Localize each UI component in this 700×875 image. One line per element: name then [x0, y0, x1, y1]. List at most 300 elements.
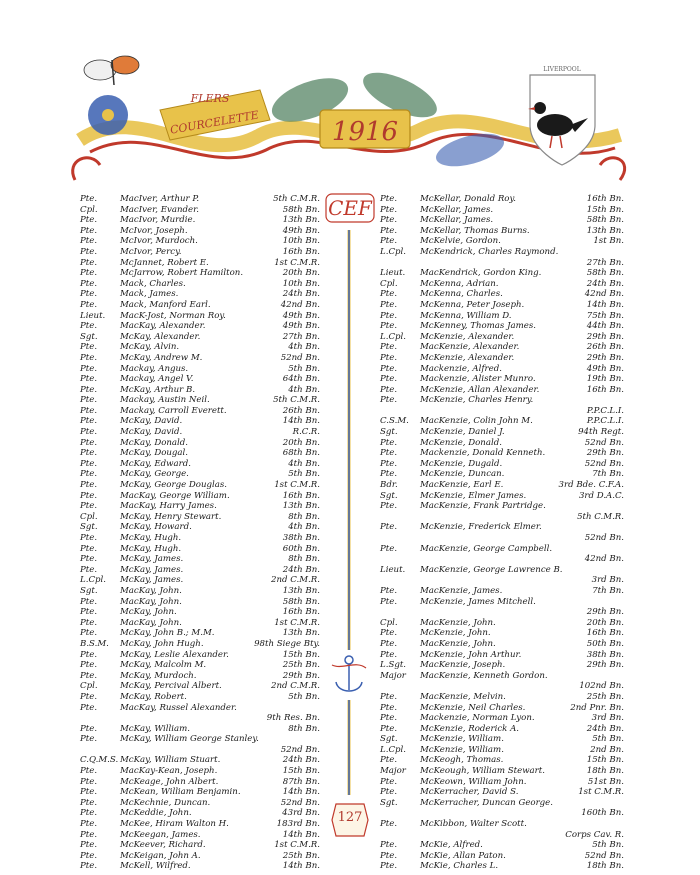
- roll-entry: [380, 819, 624, 830]
- roll-entry: [380, 321, 624, 332]
- entry-name: Mackay, Angel V.: [120, 374, 194, 385]
- roll-entry: [380, 692, 624, 703]
- roll-entry: [380, 755, 624, 766]
- entry-name: Mackenzie, Donald Kenneth.: [420, 448, 546, 459]
- entry-rank: L.Cpl.: [380, 331, 406, 342]
- entry-rank: Pte.: [80, 819, 98, 830]
- roll-entry: [80, 385, 320, 396]
- anchor-icon: [332, 656, 366, 691]
- entry-rank: C.Q.M.S.: [80, 755, 119, 766]
- entry-unit: 29th Bn.: [586, 448, 624, 459]
- entry-rank: Cpl.: [80, 511, 98, 522]
- entry-rank: Cpl.: [380, 617, 398, 628]
- entry-rank: C.S.M.: [380, 416, 409, 427]
- entry-unit: 102nd Bn.: [579, 681, 624, 692]
- roll-entry: [380, 438, 624, 449]
- entry-rank: Pte.: [80, 437, 98, 448]
- entry-name: McKellar, James.: [420, 215, 494, 226]
- entry-unit: 49th Bn.: [282, 310, 320, 321]
- roll-entry: [80, 215, 320, 226]
- entry-rank: Pte.: [80, 342, 98, 353]
- entry-rank: Pte.: [80, 278, 98, 289]
- roll-entry: [380, 798, 624, 809]
- entry-unit: 16th Bn.: [586, 384, 624, 395]
- entry-unit: 3rd D.A.C.: [578, 490, 624, 501]
- entry-rank: Pte.: [380, 437, 398, 448]
- entry-rank: Pte.: [80, 215, 98, 226]
- roll-entry: [380, 406, 624, 417]
- entry-rank: Pte.: [380, 543, 398, 554]
- entry-unit: 14th Bn.: [282, 861, 320, 872]
- cef-text: CEF: [328, 196, 372, 220]
- entry-name: McKenzie, Allan Alexander.: [420, 384, 540, 395]
- entry-unit: 16th Bn.: [586, 194, 624, 204]
- roll-entry: [380, 830, 624, 841]
- entry-unit: 25th Bn.: [586, 691, 624, 702]
- entry-name: McKay, Percival Albert.: [120, 681, 222, 692]
- entry-rank: Sgt.: [380, 734, 398, 745]
- entry-name: MacK-Jost, Norman Roy.: [120, 310, 226, 321]
- entry-name: McKenzie, Charles Henry.: [420, 395, 534, 406]
- entry-name: MacKenzie, James.: [420, 585, 503, 596]
- roll-entry: [80, 703, 320, 714]
- entry-name: MacKay, John.: [120, 585, 182, 596]
- entry-unit: 87th Bn.: [282, 776, 320, 787]
- entry-unit: 4th Bn.: [288, 522, 320, 533]
- entry-unit: 29th Bn.: [586, 607, 624, 618]
- roll-entry: [380, 258, 624, 269]
- roll-entry: [80, 544, 320, 555]
- roll-entry: [380, 787, 624, 798]
- entry-name: McKay, Hugh.: [120, 533, 182, 543]
- entry-rank: Pte.: [380, 310, 398, 321]
- entry-unit: P.P.C.L.I.: [586, 405, 624, 416]
- entry-name: MacKenzie, Earl E.: [420, 480, 504, 491]
- entry-name: Mackay, Austin Neil.: [120, 395, 210, 406]
- entry-rank: Pte.: [80, 702, 98, 713]
- entry-rank: Major: [380, 670, 406, 681]
- entry-rank: Pte.: [380, 840, 398, 851]
- entry-rank: Pte.: [380, 321, 398, 332]
- entry-name: MacKendrick, Gordon King.: [420, 268, 542, 279]
- entry-name: McKay, Howard.: [120, 522, 192, 533]
- entry-rank: Pte.: [80, 564, 98, 575]
- entry-unit: Corps Cav. R.: [565, 829, 624, 840]
- roll-entry: [80, 353, 320, 364]
- entry-name: McKie, Allan Paton.: [420, 850, 506, 861]
- entry-rank: Pte.: [80, 861, 98, 872]
- shield-label: LIVERPOOL: [543, 66, 581, 73]
- roll-entry: [380, 734, 624, 745]
- roll-entry: [380, 840, 624, 851]
- roll-entry: [80, 660, 320, 671]
- entry-name: McKay, George Douglas.: [120, 480, 227, 491]
- entry-rank: Cpl.: [80, 681, 98, 692]
- entry-unit: R.C.R.: [292, 427, 320, 438]
- roll-entry: [80, 226, 320, 237]
- entry-name: McKenzie, Alexander.: [420, 352, 515, 363]
- year-label: 1916: [331, 117, 399, 147]
- roll-entry: [380, 777, 624, 788]
- roll-entry: [80, 438, 320, 449]
- entry-unit: 5th Bn.: [288, 363, 320, 374]
- entry-unit: 5th Bn.: [592, 734, 624, 745]
- entry-rank: Pte.: [80, 374, 98, 385]
- entry-name: MacIver, Evander.: [120, 204, 199, 215]
- entry-name: McKenzie, Elmer James.: [420, 490, 527, 501]
- entry-name: McKibbon, Walter Scott.: [420, 819, 527, 830]
- roll-entry: [380, 459, 624, 470]
- entry-name: MacIver, Arthur P.: [120, 194, 200, 204]
- entry-unit: 51st Bn.: [587, 776, 624, 787]
- entry-name: McKenzie, James Mitchell.: [420, 596, 536, 607]
- roll-entry: [80, 808, 320, 819]
- entry-unit: 50th Bn.: [586, 638, 624, 649]
- entry-unit: 5th C.M.R.: [273, 194, 320, 204]
- entry-unit: 58th Bn.: [586, 268, 624, 279]
- entry-name: MacKenzie, Frank Partridge.: [420, 501, 546, 512]
- entry-name: McKenzie, Daniel J.: [420, 427, 505, 438]
- entry-rank: Pte.: [80, 427, 98, 438]
- entry-unit: 1st Bn.: [593, 236, 624, 247]
- roll-entry: [80, 491, 320, 502]
- entry-rank: Pte.: [80, 194, 98, 204]
- entry-name: Mackenzie, Alfred.: [420, 363, 502, 374]
- entry-unit: 42nd Bn.: [280, 299, 320, 310]
- entry-unit: 7th Bn.: [592, 585, 624, 596]
- roll-entry: [80, 332, 320, 343]
- entry-rank: Pte.: [80, 607, 98, 618]
- entry-rank: Pte.: [380, 638, 398, 649]
- entry-unit: 3rd Bde. C.F.A.: [558, 480, 624, 491]
- entry-name: McJannet, Robert E.: [120, 257, 209, 268]
- roll-entry: [380, 215, 624, 226]
- entry-rank: Pte.: [80, 829, 98, 840]
- entry-rank: Pte.: [380, 691, 398, 702]
- roll-entry: [80, 861, 320, 872]
- entry-rank: Sgt.: [380, 490, 398, 501]
- entry-unit: 16th Bn.: [282, 490, 320, 501]
- entry-name: McKechnie, Duncan.: [120, 797, 211, 808]
- scroll-curl: [73, 158, 100, 180]
- entry-unit: 5th Bn.: [288, 469, 320, 480]
- entry-name: Mackenzie, Norman Lyon.: [420, 713, 535, 724]
- entry-rank: Pte.: [380, 819, 398, 830]
- roll-entry: [380, 416, 624, 427]
- entry-rank: Bdr.: [380, 480, 398, 491]
- entry-name: McKeegan, James.: [120, 829, 201, 840]
- entry-unit: 160th Bn.: [581, 808, 624, 819]
- roll-entry: [80, 681, 320, 692]
- entry-rank: Pte.: [380, 755, 398, 766]
- roll-entry: [80, 448, 320, 459]
- roll-entry: [80, 194, 320, 205]
- entry-name: McKellar, Donald Roy.: [420, 194, 516, 204]
- entry-rank: Pte.: [380, 384, 398, 395]
- entry-rank: L.Cpl.: [80, 575, 106, 586]
- entry-unit: 52nd Bn.: [280, 744, 320, 755]
- roll-entry: [80, 300, 320, 311]
- roll-entry: [380, 703, 624, 714]
- roll-entry: [380, 469, 624, 480]
- roll-entry: [80, 522, 320, 533]
- roll-entry: [80, 597, 320, 608]
- roll-entry: [380, 205, 624, 216]
- entry-unit: 24th Bn.: [586, 723, 624, 734]
- entry-rank: Pte.: [80, 458, 98, 469]
- entry-rank: Pte.: [80, 416, 98, 427]
- roll-entry: [80, 639, 320, 650]
- entry-rank: Pte.: [80, 225, 98, 236]
- entry-unit: 4th Bn.: [288, 384, 320, 395]
- roll-entry: [380, 533, 624, 544]
- entry-name: MacKay, John.: [120, 596, 182, 607]
- entry-name: McKellar, James.: [420, 204, 494, 215]
- roll-entry: [80, 258, 320, 269]
- entry-name: McKay, William George Stanley.: [120, 734, 259, 745]
- entry-unit: 8th Bn.: [288, 723, 320, 734]
- entry-unit: 52nd Bn.: [280, 797, 320, 808]
- entry-name: McKay, James.: [120, 564, 184, 575]
- entry-name: McKeown, William John.: [420, 776, 527, 787]
- roll-entry: [380, 247, 624, 258]
- entry-rank: B.S.M.: [80, 638, 109, 649]
- entry-name: MacKenzie, Joseph.: [420, 660, 506, 671]
- roll-entry: [80, 830, 320, 841]
- entry-name: McKelvie, Gordon.: [420, 236, 501, 247]
- entry-unit: 38th Bn.: [586, 649, 624, 660]
- entry-rank: Pte.: [80, 236, 98, 247]
- roll-entry: [380, 745, 624, 756]
- entry-rank: Major: [380, 766, 406, 777]
- roll-entry: [80, 268, 320, 279]
- roll-entry: [80, 205, 320, 216]
- entry-rank: Pte.: [80, 469, 98, 480]
- entry-rank: Pte.: [380, 649, 398, 660]
- decorative-banner: [60, 40, 640, 190]
- roll-entry: [80, 724, 320, 735]
- entry-unit: 26th Bn.: [586, 342, 624, 353]
- entry-name: McKenzie, Alexander.: [420, 331, 515, 342]
- roll-entry: [80, 755, 320, 766]
- entry-name: MacKenzie, George Lawrence B.: [420, 564, 563, 575]
- entry-rank: Pte.: [380, 194, 398, 204]
- entry-name: McKay, George.: [120, 469, 189, 480]
- entry-rank: Pte.: [80, 490, 98, 501]
- entry-unit: 5th C.M.R.: [273, 395, 320, 406]
- entry-unit: 4th Bn.: [288, 342, 320, 353]
- entry-rank: Pte.: [80, 448, 98, 459]
- roll-entry: [80, 342, 320, 353]
- roll-entry: [380, 385, 624, 396]
- entry-name: McKenzie, Neil Charles.: [420, 702, 526, 713]
- roll-entry: [80, 247, 320, 258]
- entry-unit: 8th Bn.: [288, 511, 320, 522]
- entry-rank: Cpl.: [380, 278, 398, 289]
- entry-name: McKay, Andrew M.: [120, 352, 203, 363]
- entry-name: McKenzie, William.: [420, 744, 504, 755]
- roll-entry: [380, 279, 624, 290]
- entry-unit: 52nd Bn.: [584, 850, 624, 861]
- entry-unit: 75th Bn.: [586, 310, 624, 321]
- entry-name: MacKenzie, John.: [420, 617, 496, 628]
- entry-unit: 14th Bn.: [282, 416, 320, 427]
- entry-unit: 43rd Bn.: [282, 808, 320, 819]
- entry-rank: Pte.: [80, 405, 98, 416]
- entry-name: McKeever, Richard.: [120, 840, 206, 851]
- entry-name: McKay, Robert.: [120, 691, 187, 702]
- entry-rank: Pte.: [380, 204, 398, 215]
- entry-unit: 15th Bn.: [282, 649, 320, 660]
- roll-entry: [380, 607, 624, 618]
- entry-name: MacKay, John.: [120, 617, 182, 628]
- roll-entry: [380, 289, 624, 300]
- entry-unit: 9th Res. Bn.: [266, 713, 320, 724]
- entry-rank: Lieut.: [80, 310, 106, 321]
- entry-name: Mack, James.: [120, 289, 179, 300]
- entry-unit: 25th Bn.: [282, 660, 320, 671]
- page-number: 127: [337, 810, 363, 825]
- entry-unit: 14th Bn.: [586, 299, 624, 310]
- roll-entry: [380, 448, 624, 459]
- entry-name: MacKenzie, Melvin.: [420, 691, 506, 702]
- roll-entry: [80, 289, 320, 300]
- entry-rank: L.Cpl.: [380, 744, 406, 755]
- entry-unit: 60th Bn.: [282, 543, 320, 554]
- entry-rank: Pte.: [80, 660, 98, 671]
- central-divider: [324, 190, 374, 840]
- entry-unit: 58th Bn.: [282, 204, 320, 215]
- roll-entry: [380, 226, 624, 237]
- roll-entry: [80, 364, 320, 375]
- entry-rank: Pte.: [80, 299, 98, 310]
- entry-rank: Pte.: [80, 776, 98, 787]
- entry-name: McKeage, John Albert.: [120, 776, 219, 787]
- flower-center: [102, 109, 114, 121]
- roll-entry: [80, 851, 320, 862]
- roll-entry: [380, 512, 624, 523]
- entry-unit: 42nd Bn.: [584, 554, 624, 565]
- entry-name: McKay, William.: [120, 723, 191, 734]
- entry-rank: Pte.: [80, 840, 98, 851]
- entry-unit: 24th Bn.: [586, 278, 624, 289]
- entry-unit: 13th Bn.: [282, 585, 320, 596]
- entry-name: Mackay, Carroll Everett.: [120, 405, 227, 416]
- entry-unit: 183rd Bn.: [276, 819, 320, 830]
- entry-unit: 27th Bn.: [586, 257, 624, 268]
- entry-unit: 58th Bn.: [282, 596, 320, 607]
- entry-unit: 52nd Bn.: [584, 458, 624, 469]
- entry-name: McKay, Donald.: [120, 437, 189, 448]
- entry-unit: 13th Bn.: [586, 225, 624, 236]
- entry-name: Mackay, Angus.: [120, 363, 189, 374]
- entry-unit: 15th Bn.: [586, 755, 624, 766]
- entry-name: McKerracher, David S.: [420, 787, 519, 798]
- entry-unit: 13th Bn.: [282, 501, 320, 512]
- roll-entry: [380, 639, 624, 650]
- entry-rank: Pte.: [80, 480, 98, 491]
- roll-entry: [80, 713, 320, 724]
- entry-name: McKay, William Stuart.: [120, 755, 221, 766]
- place-line2: COURCELETTE: [169, 108, 260, 137]
- roll-entry: [380, 236, 624, 247]
- roll-entry: [80, 279, 320, 290]
- entry-name: McKay, James.: [120, 554, 184, 565]
- roll-entry: [80, 618, 320, 629]
- entry-rank: Lieut.: [380, 564, 406, 575]
- roll-entry: [380, 342, 624, 353]
- entry-rank: Pte.: [80, 649, 98, 660]
- entry-unit: 5th C.M.R.: [577, 511, 624, 522]
- roll-entry: [80, 766, 320, 777]
- roll-entry: [80, 745, 320, 756]
- entry-unit: 14th Bn.: [282, 829, 320, 840]
- roll-entry: [380, 268, 624, 279]
- entry-rank: Pte.: [380, 501, 398, 512]
- entry-rank: Pte.: [80, 533, 98, 543]
- entry-unit: 7th Bn.: [592, 469, 624, 480]
- entry-unit: 49th Bn.: [282, 321, 320, 332]
- entry-unit: 42nd Bn.: [584, 289, 624, 300]
- entry-name: McKendrick, Charles Raymond.: [420, 246, 559, 257]
- entry-rank: Pte.: [80, 617, 98, 628]
- entry-unit: 58th Bn.: [586, 215, 624, 226]
- roll-entry: [380, 586, 624, 597]
- entry-rank: Pte.: [380, 352, 398, 363]
- entry-name: McKee, Hiram Walton H.: [120, 819, 229, 830]
- entry-name: McKeddie, John.: [120, 808, 192, 819]
- entry-rank: Pte.: [80, 543, 98, 554]
- entry-unit: 19th Bn.: [586, 374, 624, 385]
- entry-unit: 1st C.M.R.: [274, 617, 320, 628]
- roll-entry: [380, 713, 624, 724]
- entry-name: McKay, James.: [120, 575, 184, 586]
- entry-name: McKenzie, John Arthur.: [420, 649, 522, 660]
- entry-unit: 24th Bn.: [282, 564, 320, 575]
- entry-name: McKay, Henry Stewart.: [120, 511, 222, 522]
- entry-rank: Lieut.: [380, 268, 406, 279]
- entry-unit: 20th Bn.: [586, 617, 624, 628]
- roll-entry: [380, 427, 624, 438]
- entry-name: McKerracher, Duncan George.: [420, 797, 554, 808]
- roll-entry: [80, 565, 320, 576]
- entry-rank: Pte.: [380, 522, 398, 533]
- roll-entry: [80, 650, 320, 661]
- entry-name: McKay, Alvin.: [120, 342, 180, 353]
- entry-unit: 18th Bn.: [586, 766, 624, 777]
- entry-name: Mackenzie, Alister Munro.: [420, 374, 536, 385]
- entry-name: McKenzie, John.: [420, 628, 491, 639]
- entry-rank: Pte.: [80, 352, 98, 363]
- roll-entry: [80, 554, 320, 565]
- entry-unit: 4th Bn.: [288, 458, 320, 469]
- entry-unit: 52nd Bn.: [584, 533, 624, 543]
- entry-rank: Pte.: [80, 554, 98, 565]
- entry-name: MacKenzie, John.: [420, 638, 496, 649]
- entry-unit: 10th Bn.: [282, 236, 320, 247]
- entry-unit: 13th Bn.: [282, 215, 320, 226]
- roll-entry: [80, 416, 320, 427]
- entry-rank: Pte.: [80, 797, 98, 808]
- entry-unit: 2nd C.M.R.: [271, 575, 320, 586]
- entry-unit: 5th Bn.: [288, 691, 320, 702]
- roll-entry: [80, 586, 320, 597]
- entry-rank: Pte.: [80, 363, 98, 374]
- entry-name: Mack, Manford Earl.: [120, 299, 211, 310]
- entry-name: McKay, Hugh.: [120, 543, 182, 554]
- roll-entry: [380, 300, 624, 311]
- entry-name: MacKay, Russel Alexander.: [120, 702, 237, 713]
